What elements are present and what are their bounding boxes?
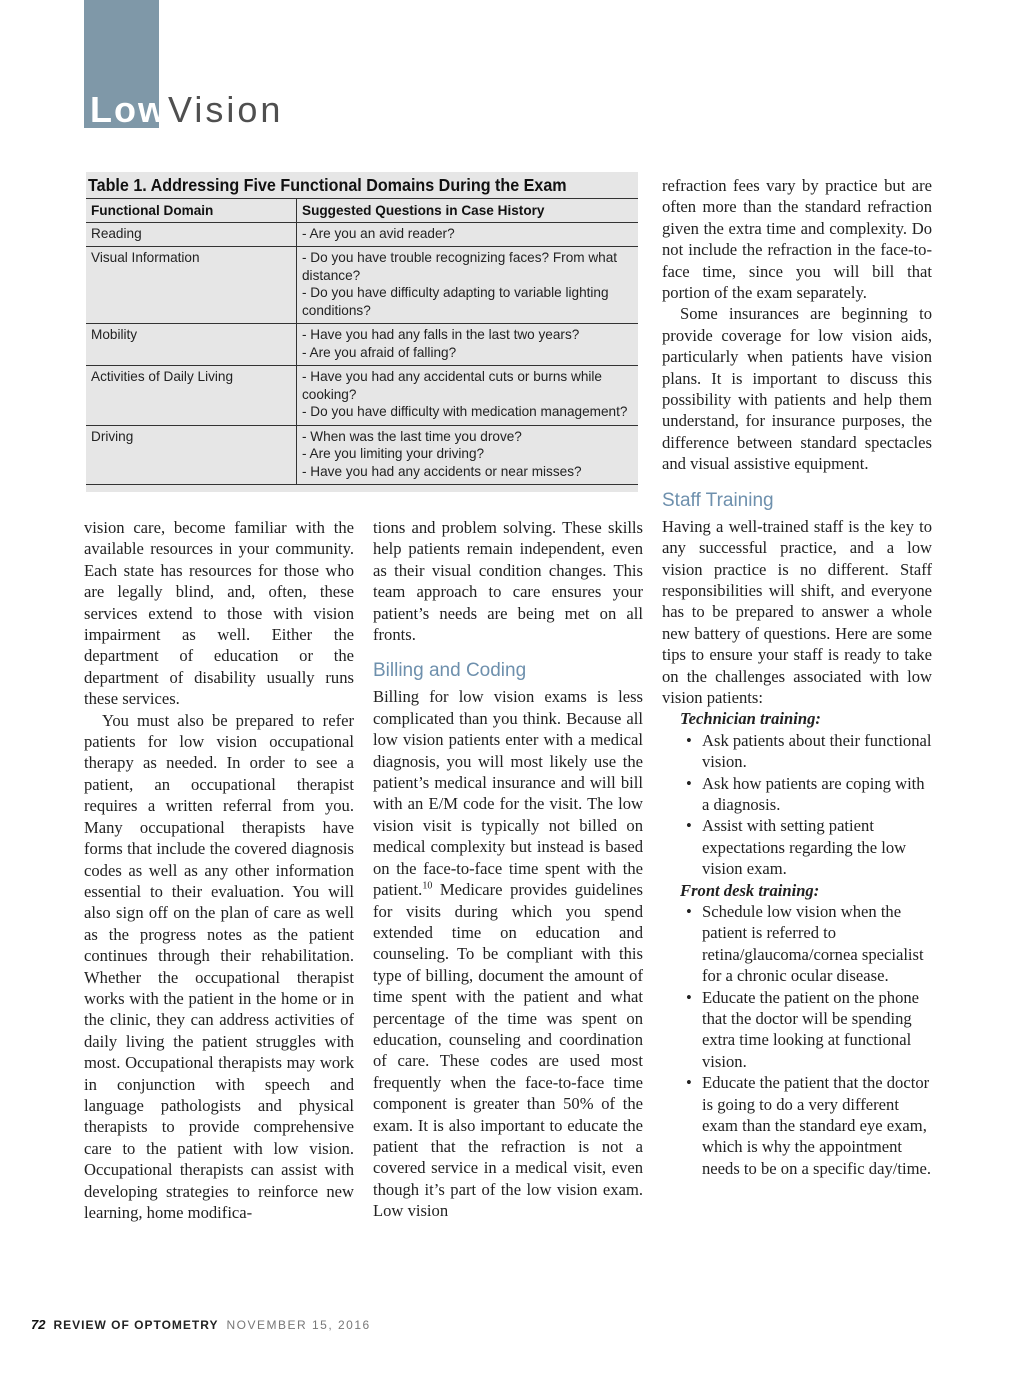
table-cell-domain: Visual Information (86, 247, 297, 324)
publication-name: REVIEW OF OPTOMETRY (53, 1318, 219, 1332)
table-cell-questions (297, 222, 639, 247)
functional-domains-table (86, 198, 638, 485)
front-desk-tips-list (662, 901, 932, 1179)
table-row (86, 425, 638, 485)
list-item: • Educate the patient on the phone that the doctor will be spending extra time looking at functional vision. (702, 987, 932, 1073)
table-row (86, 247, 638, 324)
section-title-rest: Vision (167, 89, 284, 130)
article-column-1 (84, 517, 354, 1223)
question-text: - Do you have difficulty with medication management? (302, 404, 628, 419)
staff-training-heading: Staff Training (662, 489, 774, 511)
question-text: - Do you have trouble recognizing faces? From what distance? (302, 250, 618, 283)
section-title-bold: Low (90, 89, 168, 130)
list-item: • Ask patients about their functional vision. (702, 730, 932, 773)
table-cell-questions (297, 324, 639, 366)
body-paragraph: Some insurances are beginning to provide coverage for low vision aids, particularly when patients have vision plans. It is important to discuss this possibility with patients and help them understand, for insurance purposes, the difference between standard spectacles and visual assistive equipment. (662, 304, 932, 474)
table-title: Table 1. Addressing Five Functional Domains During the Exam (88, 175, 567, 195)
page-number: 72 (31, 1317, 46, 1332)
question-text: - Have you had any accidental cuts or burns while cooking? (302, 369, 602, 402)
question-text: - When was the last time you drove? (302, 428, 522, 444)
body-text: Billing for low vision exams is less complicated than you think. Because all low vision patients enter with a medical diagnosis, you will most likely use the patient’s medical insurance and will bill with an E/M code for the visit. The low vision visit is typically not billed on medical complexity but instead is based on the face-to-face time spent with the patient. (373, 687, 643, 900)
question-text: - Are you an avid reader? (302, 225, 455, 241)
list-item: • Educate the patient that the doctor is going to do a very different exam than the standard eye exam, which is why the appointment needs to be on a specific day/time. (702, 1072, 932, 1179)
question-text: - Have you had any accidents or near misses? (302, 463, 582, 479)
article-column-2 (373, 517, 643, 1222)
table-cell-domain: Reading (86, 222, 297, 247)
section-title (90, 88, 283, 132)
table-cell-domain: Mobility (86, 324, 297, 366)
list-item: • Assist with setting patient expectations regarding the low vision exam. (702, 815, 932, 879)
page-footer (31, 1317, 371, 1332)
body-paragraph: tions and problem solving. These skills help patients remain independent, even as their visual condition changes. This team approach to care ensures your patient’s needs are being met on all fronts. (373, 518, 643, 645)
list-item: • Schedule low vision when the patient is referred to retina/glaucoma/cornea specialist for a chronic ocular disease. (702, 901, 932, 987)
question-text: - Are you afraid of falling? (302, 344, 457, 360)
question-text: - Do you have difficulty adapting to variable lighting conditions? (302, 285, 609, 318)
table-cell-questions (297, 425, 639, 485)
technician-tips-list (662, 730, 932, 880)
issue-date: NOVEMBER 15, 2016 (226, 1318, 371, 1332)
table-cell-domain: Activities of Daily Living (86, 366, 297, 426)
body-paragraph: vision care, become familiar with the available resources in your community. Each state has resources for those who are legally blind, and, often, these services extend to those with vision impairment as well. Either the department of education or the department of disability usually runs these services. (84, 518, 354, 709)
table-cell-questions (297, 366, 639, 426)
table-row (86, 366, 638, 426)
billing-coding-heading: Billing and Coding (373, 660, 527, 682)
table-row (86, 324, 638, 366)
table-cell-domain: Driving (86, 425, 297, 485)
technician-training-label: Technician training: (680, 709, 821, 729)
body-paragraph: refraction fees vary by practice but are often more than the standard refraction given the extra time and complexity. Do not include the refraction in the face-to-face time, since you will bill that portion of the exam separately. (662, 176, 932, 303)
body-paragraph: You must also be prepared to refer patients for low vision occupational therapy as needed. In order to see a patient, an occupational therapist requires a written referral from you. Many occupational therapists have forms that include the covered diagnosis codes as well as any other information essential to their evaluation. You will also sign off on the plan of care as well as the progress notes as the patient continues through their rehabilitation. Whether the occupational therapist works with the patient in the home or in the clinic, they can address activities of daily living the patient struggles with most. Occupational therapists may work in conjunction with speech and language pathologists and physical therapists to provide comprehensive care to the patient with low vision. Occupational therapists can assist with developing strategies to reinforce new learning, home modifica- (84, 710, 354, 1222)
body-text: Medicare provides guidelines for visits during which you spend extended time on education and counseling. To be compliant with this type of billing, document the amount of time spent with the patient and what percentage of the time was spent on education, counseling and coordination of care. These codes are used most frequently when the face-to-face time component is greater than 50% of the exam. It is also important to educate the patient that the refraction is not a covered service in a medical visit, even though it’s part of the low vision exam. Low vision (373, 880, 643, 1221)
question-text: - Are you limiting your driving? (302, 446, 485, 461)
question-text: - Have you had any falls in the last two years? (302, 327, 580, 342)
reference-superscript: 10 (422, 880, 433, 892)
table-header-row (86, 199, 638, 223)
body-paragraph (373, 686, 643, 1221)
list-item: • Ask how patients are coping with a diagnosis. (702, 773, 932, 816)
table-header-questions: Suggested Questions in Case History (297, 199, 639, 223)
body-paragraph: Having a well-trained staff is the key to any successful practice, and a low vision practice is no different. Staff responsibilities will shift, and everyone has to be prepared to answer a whole new battery of questions. Here are some tips to ensure your staff is ready to take on the challenges associated with low vision patients: (662, 516, 932, 707)
table-header-domain: Functional Domain (86, 199, 297, 223)
article-column-3 (662, 175, 932, 1179)
table-row (86, 222, 638, 247)
front-desk-training-label: Front desk training: (680, 880, 820, 900)
table-cell-questions (297, 247, 639, 324)
